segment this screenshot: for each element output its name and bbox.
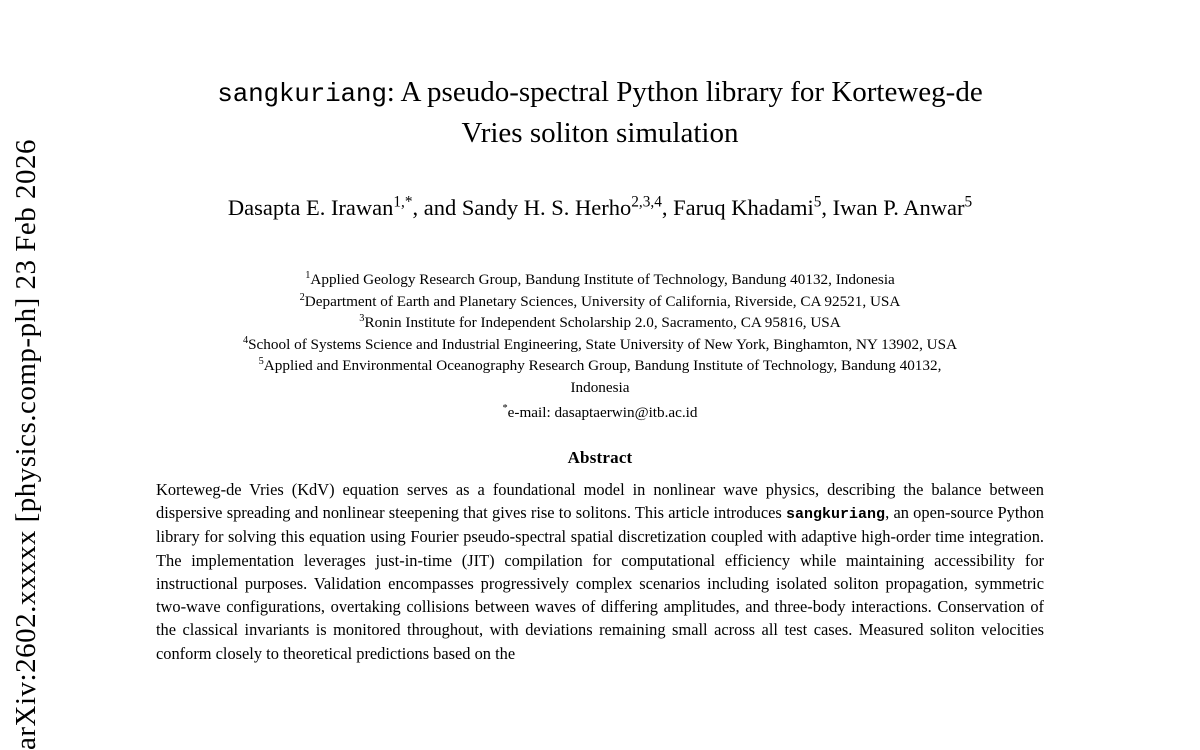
corresponding-email: [140, 404, 1060, 422]
affiliation-marker: 5: [258, 356, 264, 368]
email-marker: *: [502, 402, 508, 414]
affiliation-text: School of Systems Science and Industrial Engineering, State University of New York, Binghamton, NY 13902, USA: [248, 335, 958, 353]
title-line1-rest: : A pseudo-spectral Python library for Korteweg-de: [386, 76, 983, 108]
affiliation-text: Department of Earth and Planetary Sciences, University of California, Riverside, CA 92521, USA: [304, 292, 901, 310]
affiliation-text: Ronin Institute for Independent Scholarship 2.0, Sacramento, CA 95816, USA: [364, 314, 841, 332]
arxiv-stamp: arXiv:2602.xxxxx [physics.comp-ph] 23 Feb 2026: [10, 139, 42, 750]
author-affil-marker: 1,*: [393, 193, 413, 211]
affiliation-item: [140, 312, 1060, 334]
author-affil-marker: 2,3,4: [631, 193, 662, 211]
affiliation-item: [140, 291, 1060, 313]
abstract-heading: Abstract: [567, 447, 633, 467]
affiliation-text: Applied and Environmental Oceanography Research Group, Bandung Institute of Technology, Bandung 40132,: [263, 357, 942, 375]
email-text: e-mail: dasaptaerwin@itb.ac.id: [507, 403, 698, 421]
title-library-name: sangkuriang: [217, 79, 387, 109]
author-name: , Iwan P. Anwar: [821, 194, 965, 220]
affiliation-marker: 1: [305, 270, 311, 282]
affiliation-item: [140, 355, 1060, 377]
affiliation-item: [140, 269, 1060, 291]
affiliation-list: [140, 269, 1060, 398]
abstract-text: [156, 478, 1044, 665]
author-list: [140, 193, 1060, 222]
author-affil-marker: 5: [964, 193, 973, 211]
paper-content: [140, 0, 1060, 665]
abstract-part-2: , an open-source Python library for solving this equation using Fourier pseudo-spectral spatial discretization coupled with adaptive high-order time integration. The implementation leverages just-in-time (JIT) compilation for computational efficiency while maintaining accessibility for instructional purposes. Validation encompasses progressively complex scenarios including isolated soliton propagation, symmetric two-wave configurations, overtaking collisions between waves of differing amplitudes, and three-body interactions. Conservation of the classical invariants is monitored throughout, with deviations remaining small across all test cases. Measured soliton velocities conform closely to theoretical predictions based on the: [156, 502, 1044, 663]
affiliation-item: [140, 334, 1060, 356]
author-name: , and Sandy H. S. Herho: [412, 194, 632, 220]
affiliation-marker: 3: [359, 313, 365, 325]
title-line2: Vries soliton simulation: [461, 116, 739, 149]
affiliation-marker: 2: [299, 291, 305, 303]
affiliation-item-cont: Indonesia: [570, 379, 630, 397]
affiliation-marker: 4: [242, 334, 249, 346]
abstract-library-name: sangkuriang: [786, 505, 886, 523]
abstract-part-1: Korteweg-de Vries (KdV) equation serves as a foundational model in nonlinear wave physics, describing the balance between dispersive spreading and nonlinear steepening that gives rise to solitons. This article introduces: [156, 479, 1044, 522]
page-title: [140, 72, 1060, 153]
affiliation-text: Applied Geology Research Group, Bandung Institute of Technology, Bandung 40132, Indonesia: [310, 271, 895, 289]
author-affil-marker: 5: [813, 193, 822, 211]
author-name: Dasapta E. Irawan: [227, 194, 394, 220]
author-name: , Faruq Khadami: [661, 194, 814, 220]
